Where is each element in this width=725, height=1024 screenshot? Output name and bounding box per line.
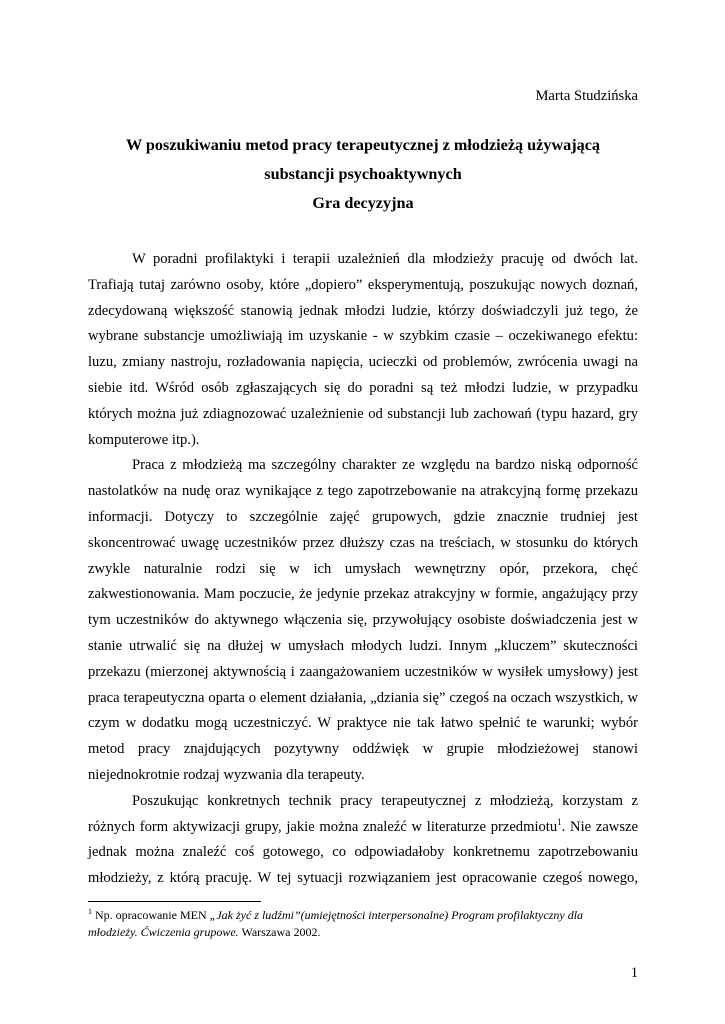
text-line: luzu, zmiany nastroju, rozładowania napięcia, ucieczki od problemów, zwrócenia uwagi na (88, 354, 638, 371)
title-line: W poszukiwaniu metod pracy terapeutycznej z młodzieżą używającą (125, 136, 601, 154)
footnote-suffix: Warszawa 2002. (238, 925, 321, 939)
text-line: młodzieży, z którą pracuję. W tej sytuacji rozwiązaniem jest opracowanie czegoś nowego, (88, 870, 638, 887)
title-line: substancji psychoaktywnych (264, 165, 462, 183)
text-line: skoncentrować uwagę uczestników przez dłuższy czas na treściach, w stosunku do których (88, 534, 638, 551)
text-line: W poradni profilaktyki i terapii uzależnień dla młodzieży pracuję od dwóch lat. (132, 251, 638, 267)
text-line: jednak można znaleźć coś gotowego, co odpowiadałoby konkretnemu zapotrzebowaniu (88, 844, 638, 861)
text-line: nastolatków na nudę oraz wynikające z tego zapotrzebowanie na atrakcyjną formę przekazu (88, 483, 638, 500)
text-line: wybrane substancje umożliwiają im uzyskanie - w szybkim czasie – oczekiwanego efektu: (88, 328, 638, 345)
footnote-line-1 (88, 907, 638, 924)
text-line: Trafiają tutaj zarówno osoby, które „dopiero” eksperymentują, poszukując nowych doznań, (88, 276, 638, 293)
footnote-mark: 1 (88, 907, 92, 916)
text-line: stanie utrwalić się na dłużej w umysłach młodych ludzi. Innym „kluczem” skuteczności (88, 637, 638, 654)
text-line: których można już zdiagnozować uzależnienie od substancji lub zachowań (typu hazard, gry (88, 405, 638, 422)
text-line: siebie itd. Wśród osób zgłaszających się do poradni są też młodzi ludzie, w przypadku (88, 379, 638, 396)
title-line: Gra decyzyjna (312, 194, 414, 212)
text-line: tym uczestników do aktywnego włączenia się, przywołujący osobiste doświadczenia jest w (88, 612, 638, 629)
footnote-line-2 (88, 924, 638, 941)
text-line: zwykle naturalnie rodzi się w ich umysłach wewnętrzny opór, przekora, chęć (88, 560, 638, 577)
text-line (88, 815, 638, 841)
text-line: praca terapeutyczna oparta o element działania, „dziania się” czegoś na oczach wszystkich, w (88, 689, 638, 706)
text-line: informacji. Dotyczy to szczególnie zajęć grupowych, gdzie znacznie trudniej jest (88, 508, 638, 525)
text-segment: różnych form aktywizacji grupy, jakie można znaleźć w literaturze przedmiotu (88, 818, 558, 835)
footnote (88, 907, 638, 941)
text-segment: . Nie zawsze (561, 818, 638, 835)
paragraph-1 (88, 247, 638, 453)
paragraph-2 (88, 453, 638, 788)
text-line: zdecydowaną większość stanowią jednak młodzi ludzie, którzy doświadczyli już tego, że (88, 302, 638, 319)
text-line: niejednokrotnie rodzaj wyzwania dla terapeuty. (88, 766, 365, 783)
text-line: Poszukując konkretnych technik pracy terapeutycznej z młodzieżą, korzystam z (132, 792, 638, 809)
text-line: przekazu (mierzonej aktywnością i zaangażowaniem uczestników w wysiłek umysłowy) jest (88, 663, 638, 680)
text-line: czym w dodatku mogą uczestniczyć. W praktyce nie tak łatwo spełnić te warunki; wybór (88, 715, 638, 732)
footnote-reference[interactable]: 1 (557, 816, 562, 827)
page-number: 1 (630, 965, 638, 981)
document-body (88, 247, 638, 892)
text-line: komputerowe itp.). (88, 431, 200, 448)
footnote-separator (88, 901, 261, 902)
text-line: Praca z młodzieżą ma szczególny charakter ze względu na bardzo niską odporność (132, 457, 638, 474)
document-title (88, 131, 638, 218)
paragraph-3 (88, 789, 638, 892)
footnote-title-cont: młodzieży. Ćwiczenia grupowe. (88, 925, 239, 939)
footnote-prefix: Np. opracowanie MEN (92, 908, 210, 922)
author-name: Marta Studzińska (535, 88, 638, 104)
footnote-title: „Jak żyć z ludźmi”(umiejętności interpersonalne) Program profilaktyczny dla (209, 908, 584, 922)
text-line: zakwestionowania. Mam poczucie, że jedynie przekaz atrakcyjny w formie, angażujący przy (88, 586, 638, 603)
text-line: metod pracy znajdujących pozytywny oddźwięk w grupie młodzieżowej stanowi (88, 741, 638, 758)
